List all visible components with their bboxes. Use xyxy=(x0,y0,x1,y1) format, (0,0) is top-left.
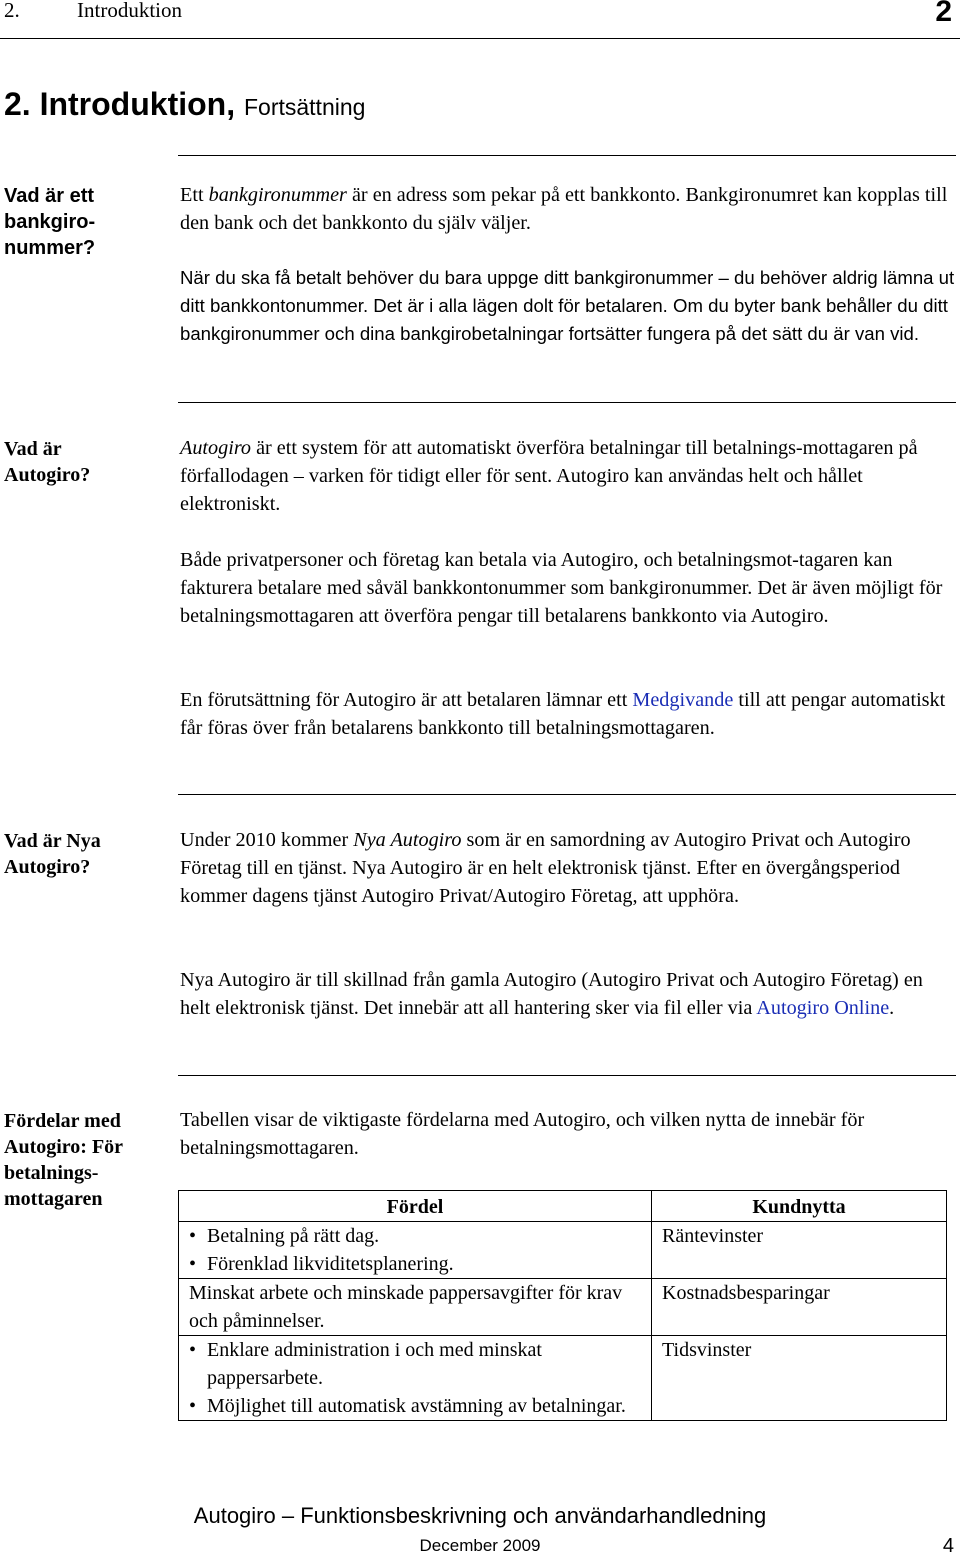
paragraph: Tabellen visar de viktigaste fördelarna med Autogiro, och vilken nytta de innebär för betalningsmottagaren. xyxy=(180,1109,865,1159)
paragraph: När du ska få betalt behöver du bara uppge ditt bankgironummer – du behöver aldrig lämna ut ditt bankkontonummer. Det är i alla lägen dolt för betalaren. Om du byter bank behåller du ditt bankgironummer och dina bankgirobetalningar fortsätter fungera på det sätt du är van vid. xyxy=(180,267,955,344)
cell-kundnytta: Tidsvinster xyxy=(652,1336,947,1421)
cell-text: Minskat arbete och minskade pappersavgifter för krav och påminnelser. xyxy=(189,1282,623,1332)
section-rule xyxy=(178,794,956,795)
list-item: • Betalning på rätt dag. xyxy=(189,1222,641,1250)
paragraph: Under 2010 kommer Nya Autogiro som är en samordning av Autogiro Privat och Autogiro Företag till en tjänst. Nya Autogiro är en helt elektronisk tjänst. Efter en övergångsperiod kommer dagens tjänst Autogiro Privat/Autogiro Företag, att upphöra. xyxy=(180,829,911,907)
benefits-table xyxy=(178,1190,947,1421)
medgivande-link[interactable]: Medgivande xyxy=(632,689,734,711)
header-rule xyxy=(0,38,960,39)
footer-date: December 2009 xyxy=(419,1536,541,1555)
list-item: • Möjlighet till automatisk avstämning av betalningar. xyxy=(189,1392,641,1420)
cell-fordel xyxy=(179,1279,652,1336)
section-text-autogiro-2 xyxy=(180,546,955,630)
section-text-autogiro xyxy=(180,434,955,518)
page-title-main: 2. Introduktion, xyxy=(4,86,236,122)
section-text-autogiro-3 xyxy=(180,686,955,742)
section-label-autogiro: Vad är Autogiro? xyxy=(4,438,91,486)
cell-kundnytta: Räntevinster xyxy=(652,1222,947,1279)
cell-fordel xyxy=(179,1336,652,1421)
table-row xyxy=(179,1222,947,1279)
list-item: • Förenklad likviditetsplanering. xyxy=(189,1250,641,1278)
table-row xyxy=(179,1279,947,1336)
section-rule xyxy=(178,402,956,403)
table-header-row xyxy=(179,1191,947,1222)
column-header-kundnytta: Kundnytta xyxy=(652,1191,947,1222)
paragraph: Ett bankgironummer är en adress som pekar på ett bankkonto. Bankgironumret kan kopplas till den bank och det bankkonto du själv väljer. xyxy=(180,184,948,234)
section-label-bankgironummer: Vad är ett bankgiro- nummer? xyxy=(4,185,96,259)
footer-title: Autogiro – Funktionsbeskrivning och användarhandledning xyxy=(193,1503,767,1528)
section-rule xyxy=(178,155,956,156)
cell-kundnytta: Kostnadsbesparingar xyxy=(652,1279,947,1336)
header-section-title: Introduktion xyxy=(77,0,182,22)
list-item: • Enklare administration i och med minskat pappersarbete. xyxy=(189,1336,641,1392)
table-row xyxy=(179,1336,947,1421)
paragraph: En förutsättning för Autogiro är att betalaren lämnar ett Medgivande till att pengar automatiskt får föras över från betalarens bankkonto till betalningsmottagaren. xyxy=(180,689,946,739)
section-label-fordelar: Fördelar med Autogiro: För betalnings- mottagaren xyxy=(4,1110,124,1210)
page-number: 4 xyxy=(942,1535,954,1557)
header-chapter-number: 2 xyxy=(935,0,952,28)
cell-fordel xyxy=(179,1222,652,1279)
section-text-fordelar xyxy=(180,1106,955,1162)
paragraph: Både privatpersoner och företag kan betala via Autogiro, och betalningsmot-tagaren kan fakturera betalare med såväl bankkontonummer som bankgironummer. Det är även möjligt för betalningsmottagaren att överföra pengar till betalarens bankkonto via Autogiro. xyxy=(180,549,943,627)
header-section-number: 2. xyxy=(4,0,20,22)
paragraph: Autogiro är ett system för att automatiskt överföra betalningar till betalnings-mottagaren på förfallodagen – varken för tidigt eller för sent. Autogiro kan användas helt och hållet elektroniskt. xyxy=(180,437,918,515)
section-text-nya-autogiro-2 xyxy=(180,966,955,1022)
section-text-nya-autogiro xyxy=(180,826,955,910)
page-title xyxy=(4,86,365,123)
page-title-continuation: Fortsättning xyxy=(243,94,366,120)
column-header-fordel: Fördel xyxy=(179,1191,652,1222)
autogiro-online-link[interactable]: Autogiro Online xyxy=(756,997,890,1019)
section-text-bankgironummer-2 xyxy=(180,264,955,348)
section-text-bankgironummer xyxy=(180,181,955,237)
section-label-nya-autogiro: Vad är Nya Autogiro? xyxy=(4,830,101,878)
paragraph: Nya Autogiro är till skillnad från gamla Autogiro (Autogiro Privat och Autogiro Företag) en helt elektronisk tjänst. Det innebär att all hantering sker via fil eller via Autogiro Online. xyxy=(180,969,923,1019)
section-rule xyxy=(178,1075,956,1076)
